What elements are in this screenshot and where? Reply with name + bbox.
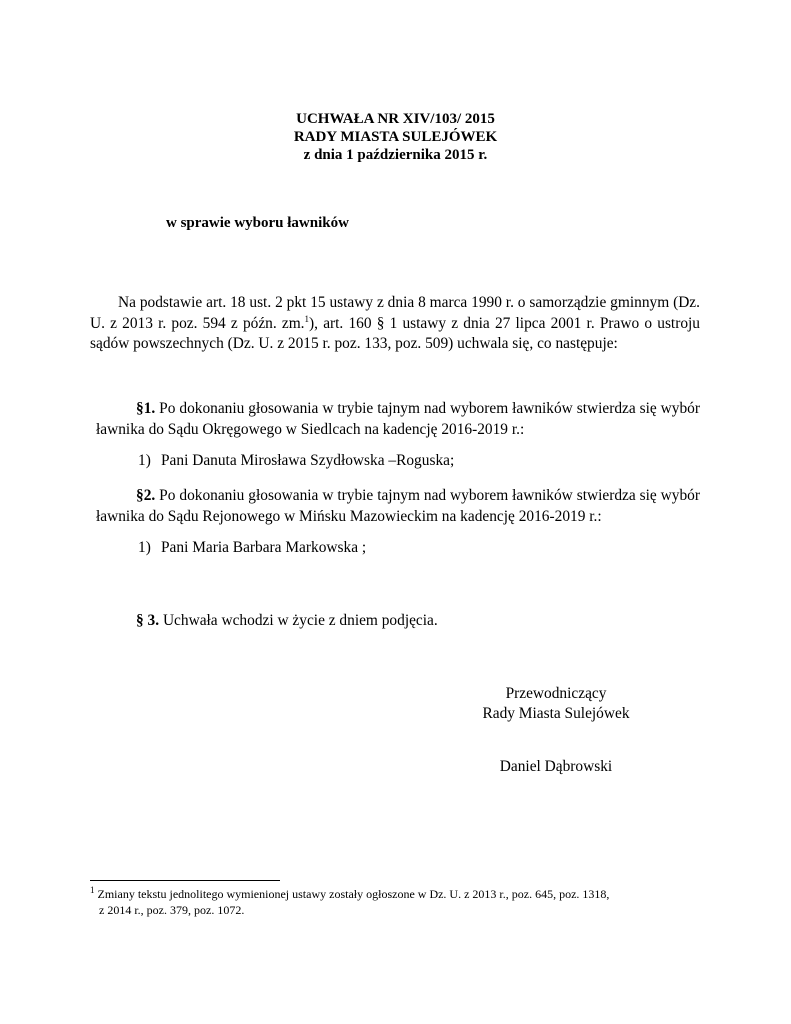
preamble-text-part1: Na podstawie art. 18 ust. 2 pkt 15 ustawy z dnia 8 marca 1990 r. o samorządzie gminnym (Dz. U. z 2013 r. poz. 594 z późn. zm.	[90, 294, 700, 332]
footnote-reference: 1	[304, 313, 310, 324]
signature-name: Daniel Dąbrowski	[499, 758, 613, 775]
signature-organization: Rady Miasta Sulejówek	[482, 705, 630, 722]
document-issuer: RADY MIASTA SULEJÓWEK	[293, 129, 498, 145]
list-item-text: Pani Danuta Mirosława Szydłowska –Roguska;	[161, 452, 455, 469]
footnote	[90, 886, 710, 918]
document-title: UCHWAŁA NR XIV/103/ 2015	[296, 111, 495, 127]
section-3-label: § 3.	[136, 612, 160, 629]
section-2-label: §2.	[136, 487, 156, 504]
list-item-text: Pani Maria Barbara Markowska ;	[161, 539, 367, 556]
document-subject: w sprawie wyboru ławników	[166, 215, 349, 231]
document-date: z dnia 1 października 2015 r.	[303, 147, 488, 163]
preamble-text-part2: ), art. 160 § 1 ustawy z dnia 27 lipca 2001 r. Prawo o ustroju sądów powszechnych (Dz. U. z 2015 r. poz. 133, poz. 509) uchwala się, co następuje:	[90, 314, 700, 352]
footnote-text-1: Zmiany tekstu jednolitego wymienionej ustawy zostały ogłoszone w Dz. U. z 2013 r., poz. 645, poz. 1318,	[94, 887, 610, 901]
section-2-text: Po dokonaniu głosowania w trybie tajnym nad wyborem ławników stwierdza się wybór ławnika do Sądu Rejonowego w Mińsku Mazowieckim na kadencję 2016-2019 r.:	[96, 487, 700, 525]
section-1-list-item	[138, 452, 454, 470]
footnote-text-2: z 2014 r., poz. 379, poz. 1072.	[99, 903, 245, 917]
section-3	[96, 611, 700, 632]
footnote-separator	[90, 880, 280, 881]
section-2	[96, 486, 700, 527]
list-item-number: 1)	[138, 452, 151, 469]
footnote-marker: 1	[90, 885, 95, 895]
section-1-label: §1.	[136, 400, 156, 417]
footnote-line-1	[90, 886, 710, 902]
section-1	[96, 399, 700, 440]
signature-role: Przewodniczący	[505, 685, 607, 702]
section-1-text: Po dokonaniu głosowania w trybie tajnym nad wyborem ławników stwierdza się wybór ławnika do Sądu Okręgowego w Siedlcach na kadencję 2016-2019 r.:	[96, 400, 700, 438]
list-item-number: 1)	[138, 539, 151, 556]
section-3-text: Uchwała wchodzi w życie z dniem podjęcia.	[159, 612, 438, 629]
section-2-list-item	[138, 539, 366, 557]
preamble-paragraph	[90, 293, 700, 355]
